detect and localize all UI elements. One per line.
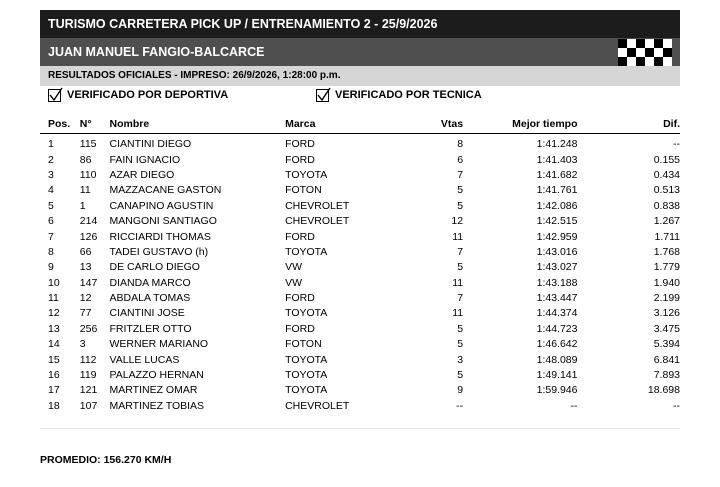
cell-dif: 6.841 [653,353,680,366]
cell-best: 1:43.027 [536,261,578,274]
cell-num: 110 [79,168,97,181]
cell-dif: 1.940 [653,276,680,289]
cell-brand: FORD [285,322,315,335]
cell-best: 1:48.089 [536,353,578,366]
cell-brand: VW [285,276,303,289]
col-pos: Pos. [40,114,80,134]
cell-pos: 15 [48,353,60,366]
cell-brand: FORD [285,153,315,166]
cell-best: 1:41.761 [536,184,578,197]
cell-dif: 1.711 [654,230,680,243]
cell-name: PALAZZO HERNAN [109,369,204,382]
cell-pos: 10 [48,276,60,289]
cell-best: 1:42.515 [536,215,578,228]
results-note: RESULTADOS OFICIALES - IMPRESO: 26/9/2026, 1:28:00 p.m. [48,70,341,81]
cell-pos: 12 [48,307,60,320]
cell-pos: 2 [48,153,54,166]
cell-num: 214 [79,215,98,228]
table-row [40,134,680,153]
cell-name: FAIN IGNACIO [109,153,181,166]
cell-best: -- [570,399,578,412]
cell-best: 1:44.723 [536,322,578,335]
cell-brand: CHEVROLET [285,199,350,212]
table-header-row [40,114,680,134]
cell-name: TADEI GUSTAVO (h) [109,245,209,258]
col-laps: Vtas [404,114,463,134]
cell-brand: TOYOTA [285,168,328,181]
cell-name: VALLE LUCAS [109,353,180,366]
cell-dif: 5.394 [653,338,680,351]
cell-best: 1:43.188 [536,276,578,289]
cell-pos: 6 [48,215,54,228]
cell-brand: FORD [285,292,315,305]
event-title-bar [40,10,680,38]
cell-pos: 5 [48,199,54,212]
cell-dif: 1.768 [653,245,680,258]
cell-laps: 11 [452,307,464,320]
cell-num: 13 [79,261,92,274]
cell-pos: 8 [48,245,54,258]
check-deportiva-label: VERIFICADO POR DEPORTIVA [67,89,229,101]
cell-brand: FOTON [285,338,322,351]
check-tecnica [316,87,482,103]
cell-best: 1:49.141 [536,369,578,382]
checkmark-icon [316,87,332,103]
col-brand: Marca [285,114,404,134]
event-title: TURISMO CARRETERA PICK UP / ENTRENAMIENTO 2 - 25/9/2026 [48,17,438,31]
table-row [40,199,680,214]
cell-laps: 7 [457,245,464,258]
cell-name: MARTINEZ TOBIAS [109,399,205,412]
cell-best: 1:41.682 [536,168,578,181]
cell-name: RICCIARDI THOMAS [109,230,211,243]
cell-pos: 18 [48,399,60,412]
cell-num: 121 [79,384,98,397]
cell-num: 115 [79,138,97,151]
cell-laps: 5 [457,369,464,382]
cell-laps: 5 [457,199,464,212]
cell-pos: 3 [48,168,54,181]
table-row [40,291,680,306]
table-row [40,214,680,229]
results-table [40,114,680,414]
cell-num: 1 [79,199,86,212]
cell-name: AZAR DIEGO [109,168,175,181]
cell-pos: 14 [48,338,60,351]
cell-brand: CHEVROLET [285,399,350,412]
col-num: N° [80,114,110,134]
cell-dif: 1.267 [653,215,680,228]
cell-laps: 5 [457,322,464,335]
cell-brand: TOYOTA [285,369,328,382]
checkbox-tecnica [316,89,329,102]
table-row [40,229,680,244]
cell-num: 107 [79,399,98,412]
checkmark-icon [48,87,64,103]
cell-laps: 5 [457,338,464,351]
cell-laps: 12 [451,215,464,228]
table-row [40,337,680,352]
cell-dif: 0.434 [653,168,680,181]
cell-best: 1:43.016 [536,245,578,258]
table-row [40,276,680,291]
cell-name: CANAPINO AGUSTIN [109,199,214,212]
footer-divider [40,428,680,429]
col-best: Mejor tiempo [463,114,577,134]
cell-name: CIANTINI DIEGO [109,138,192,151]
cell-brand: TOYOTA [285,353,328,366]
cell-laps: 6 [457,153,464,166]
cell-name: MANGONI SANTIAGO [109,215,217,228]
cell-laps: 9 [457,384,464,397]
table-row [40,322,680,337]
cell-num: 77 [79,307,92,320]
cell-best: 1:42.959 [536,230,578,243]
cell-name: CIANTINI JOSE [109,307,185,320]
cell-laps: 8 [457,138,464,151]
cell-laps: 11 [452,230,464,243]
cell-name: FRITZLER OTTO [109,322,192,335]
table-row [40,399,680,414]
cell-best: 1:41.248 [536,138,578,151]
cell-pos: 4 [48,184,54,197]
table-row [40,352,680,367]
cell-brand: TOYOTA [285,384,328,397]
cell-pos: 9 [48,261,54,274]
cell-dif: 2.199 [653,292,680,305]
cell-best: 1:59.946 [536,384,578,397]
cell-num: 126 [79,230,98,243]
cell-name: DE CARLO DIEGO [109,261,200,274]
checkbox-deportiva [48,89,61,102]
cell-name: MAZZACANE GASTON [109,184,222,197]
cell-num: 66 [79,245,92,258]
cell-dif: 0.513 [653,184,680,197]
cell-laps: 3 [457,353,464,366]
cell-num: 147 [79,276,98,289]
cell-brand: FOTON [285,184,322,197]
cell-laps: 5 [457,261,464,274]
circuit-bar [40,38,680,66]
cell-num: 3 [79,338,86,351]
cell-dif: 1.779 [653,261,680,274]
cell-brand: VW [285,261,303,274]
cell-best: 1:44.374 [536,307,578,320]
cell-num: 112 [79,353,97,366]
cell-brand: TOYOTA [285,307,328,320]
cell-num: 119 [79,369,97,382]
table-row [40,383,680,398]
cell-laps: 11 [452,276,464,289]
cell-dif: -- [673,138,680,151]
cell-laps: 7 [457,292,464,305]
cell-num: 11 [79,184,91,197]
cell-laps: 7 [457,168,464,181]
table-row [40,152,680,167]
table-row [40,368,680,383]
table-row [40,245,680,260]
circuit-name: JUAN MANUEL FANGIO-BALCARCE [48,45,265,59]
table-row [40,260,680,275]
cell-brand: CHEVROLET [285,215,350,228]
cell-dif: 3.126 [653,307,680,320]
cell-dif: 0.838 [653,199,680,212]
check-tecnica-label: VERIFICADO POR TECNICA [335,89,482,101]
cell-best: 1:43.447 [536,292,578,305]
cell-best: 1:46.642 [536,338,578,351]
cell-dif: 3.475 [653,322,680,335]
cell-pos: 13 [48,322,60,335]
cell-pos: 11 [48,292,59,305]
checkered-flag-icon [618,38,672,66]
cell-best: 1:42.086 [536,199,578,212]
cell-name: ABDALA TOMAS [109,292,191,305]
table-row [40,183,680,198]
cell-brand: FORD [285,138,315,151]
cell-name: DIANDA MARCO [109,276,191,289]
cell-pos: 1 [48,138,54,151]
cell-dif: 7.893 [653,369,680,382]
cell-pos: 17 [48,384,60,397]
cell-name: WERNER MARIANO [109,338,209,351]
average-speed: PROMEDIO: 156.270 KM/H [40,454,172,466]
table-row [40,306,680,321]
col-name: Nombre [110,114,286,134]
cell-dif: 18.698 [647,384,680,397]
col-dif: Dif. [577,114,680,134]
results-note-bar [40,66,680,86]
cell-num: 86 [79,153,92,166]
check-deportiva [48,87,228,103]
cell-dif: -- [673,399,680,412]
cell-laps: 5 [457,184,464,197]
cell-brand: TOYOTA [285,245,328,258]
cell-num: 256 [79,322,98,335]
cell-pos: 16 [48,369,60,382]
cell-brand: FORD [285,230,315,243]
cell-dif: 0.155 [653,153,680,166]
cell-best: 1:41.403 [536,153,578,166]
cell-name: MARTINEZ OMAR [109,384,198,397]
table-row [40,168,680,183]
cell-num: 12 [79,292,92,305]
cell-pos: 7 [48,230,54,243]
cell-laps: -- [456,399,464,412]
